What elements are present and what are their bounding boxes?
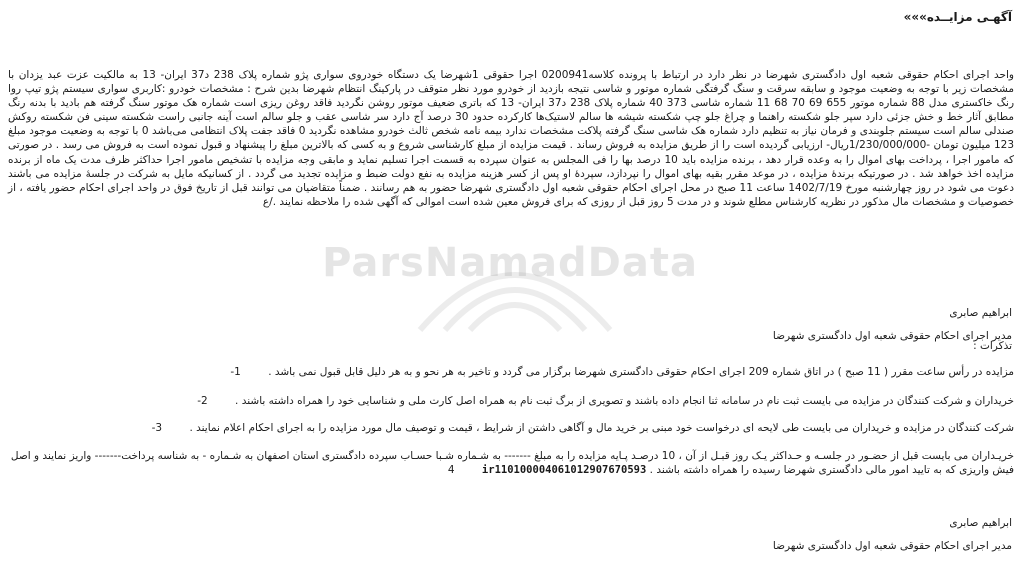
signer-role: مدیر اجرای احکام حقوقی شعبه اول دادگستری شهرضا (772, 540, 1012, 552)
watermark-emblem-icon (400, 210, 630, 350)
signature-block-1 (773, 306, 1012, 343)
signer-role: مدیر اجرای احکام حقوقی شعبه اول دادگستری شهرضا (772, 330, 1012, 342)
note-item (8, 365, 1014, 379)
note-item (8, 449, 1014, 477)
watermark: ParsNamadData (322, 240, 698, 286)
note-text: مزایده در رأس ساعت مقرر ( 11 صبح ) در اتاق شماره 209 اجرای احکام حقوقی دادگستری شهرضا برگزار می گردد و تاخیر به هر نحو و به هر دلیل قابل قبول نمی باشد . (268, 366, 1014, 378)
notes-title: تذکرات : (973, 340, 1012, 352)
note-text: خریداران و شرکت کنندگان در مزایده می بایست ثبت نام در سامانه ثنا انجام داده باشند و تصویری از برگ ثبت نام به همراه اصل کارت ملی و شناسایی خود را همراه داشته باشند . (235, 395, 1014, 407)
signer-name: ابراهیم صابری (949, 307, 1012, 319)
sheba-number: ir110100004061012907670593 (481, 464, 647, 476)
note-text: شرکت کنندگان در مزایده و خریداران می بایست طی لایحه ای درخواست خود مبنی بر خرید مال و آگاهی داشتن از شرایط ، قیمت و توصیف مال مورد مزایده را به اجرای احکام اعلام نمایند . (189, 422, 1014, 434)
signature-block-2 (773, 516, 1012, 553)
note-number: 2- (197, 395, 208, 407)
signer-name: ابراهیم صابری (949, 517, 1012, 529)
notice-body: واحد اجرای احکام حقوقی شعبه اول دادگستری شهرضا در نظر دارد در ارتباط با پرونده کلاسه0200941 اجرا حقوقی 1شهرضا یک دستگاه خودروی سواری پژو شماره پلاک 238 د37 ایران- 13 به مالکیت عزت عبد یزدان با مشخصات زیر با توجه به وضعیت موجود و سابقه سرقت و سنگ گرفتگی شماره موتور و شاسی نتیجه بازدید از خودرو مورد نظر متوقف در پارکینگ انتظام شهرضا بدین شرح : مشخصات خودرو :کاربری سواری سیستم پژو تیپ روا رنگ خاکستری مدل 88 شماره موتور 655 69 70 68 11 شماره شاسی 373 40 شماره پلاک 238 د37 ایران- 13 که باتری ضعیف موتور روشن نگردید فاقد روغن ریزی است شماره هک موتور سنگ گرفته هم بادید با بدنه رنگ مطابق آثار خط و خش جزئی دارد سپر جلو شکسته راهنما و چراغ جلو چپ شکسته شیشه ها سالم لاستیک‌ها کارکرده حدود 30 درصد آج دارد سر شاسی عقب و جلو سالم است آینه جانبی راست شکسته سینی فن شکسته روکش صندلی سالم است سیستم جلوبندی و فرمان نیاز به تنظیم دارد شماره هک شاسی سنگ گرفته پلاکت مشخصات ندارد بیمه نامه شخص ثالث خودرو مشاهده نگردید 0 فاقد جفت پلاک انتظامی می‌باشد 0 با توجه به وضعیت موجود مبلغ 123 میلیون تومان -1/230/000/000ریال- ارزیابی گردیده است را از طریق مزایده به فروش رساند . قیمت مزایده از مبلغ کارشناسی شروع و به کسی که بالاترین مبلغ را پیشنهاد و قبول نموده است به فروش می رسد . در صورتی که مامور اجرا ، پرداخت بهای اموال را به وعده قرار دهد ، برنده مزایده باید 10 درصد بها را فی المجلس به عنوان سپرده به قسمت اجرا تسلیم نماید و مابقی وجه مزایده با تشخیص مامور اجرا حداکثر ظرف مدت یک ماه از برنده مزایده اخذ خواهد شد . در صورتیکه برندۀ مزایده ، در موعد مقرر بقیه بهای اموال را نپردازد، سپردۀ او پس از کسر هزینه مزایده به نفع دولت ضبط و مزایده تجدید می گردد . از کسانیکه مایل به شرکت در جلسۀ مزایده می باشند دعوت می شود در روز چهارشنبه مورخ 1402/7/19 ساعت 11 صبح در محل اجرای احکام حقوقی شعبه اول دادگستری شهرضا حضور به هم رسانند . ضمناً متقاضیان می توانند قبل از تاریخ فوق در واحد اجرای احکام حضور یافته ، از خصوصیات و مشخصات مال مذکور در نظریه کارشناس مطلع شوند و در مدت 5 روز قبل از روزی که برای فروش معین شده است اموالی که آگهی شده را ملاحظه نمایند ./ع (8, 69, 1015, 208)
note-text: خریـداران می بایست قبل از حضـور در جلسـه و حـداکثر یـک روز قبـل از آن ، 10 درصـد پـایه مزایده را به مبلغ ------- به شـماره شـبا حسـاب سپرده دادگستری استان اصفهان به شـماره - به شناسه پرداخت------- واریز نمایند و اصل فیش واریزی که به تایید امور مالی دادگستری شهرضا رسیده را همراه داشته باشند . (10, 450, 1014, 476)
note-item (8, 394, 1014, 408)
note-number: 1- (230, 366, 241, 378)
note-number: 3- (151, 422, 163, 434)
notice-title: آگهـی مزایــده»»» (903, 10, 1012, 24)
note-number: 4 (447, 464, 455, 476)
note-item (8, 421, 1014, 435)
